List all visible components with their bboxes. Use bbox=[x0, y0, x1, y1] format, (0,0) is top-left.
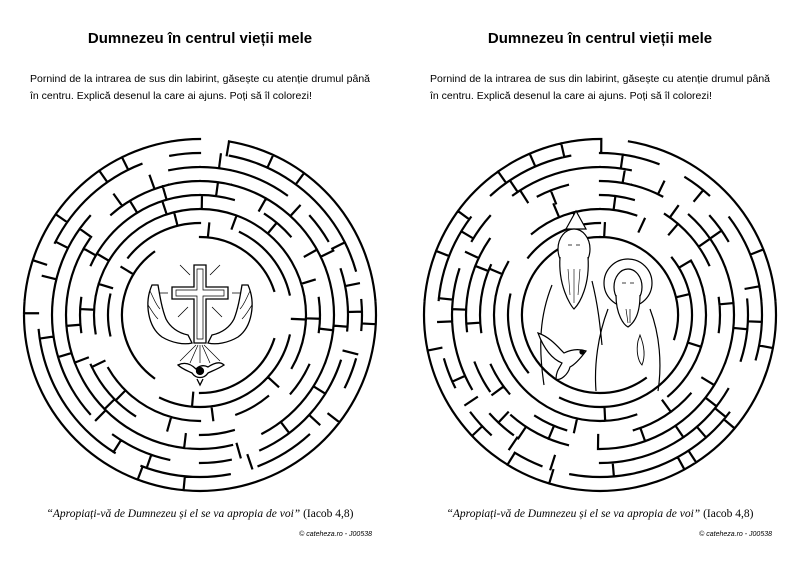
quote-text: “Apropiați-vă de Dumnezeu și el se va apropia de voi” bbox=[46, 508, 301, 520]
page-title: Dumnezeu în centrul vieții mele bbox=[487, 30, 713, 47]
bible-quote bbox=[0, 508, 400, 520]
instructions: Pornind de la intrarea de sus din labirint, găsește cu atenție drumul până în centru. Explică desenul la care ai ajuns. Poți să îl colorezi! bbox=[430, 73, 770, 102]
page-title: Dumnezeu în centrul vieții mele bbox=[87, 30, 313, 47]
quote-reference: (Iacob 4,8) bbox=[303, 508, 354, 520]
maze-wall-path bbox=[424, 139, 776, 491]
quote-reference: (Iacob 4,8) bbox=[703, 508, 754, 520]
cross-hands-dove-illustration bbox=[148, 265, 252, 385]
instructions: Pornind de la intrarea de sus din labirint, găsește cu atenție drumul până în centru. Explică desenul la care ai ajuns. Poți să îl colorezi! bbox=[30, 73, 370, 102]
copyright-credit: © cateheza.ro - J00538 bbox=[299, 531, 372, 538]
bible-quote bbox=[400, 508, 800, 520]
circular-maze bbox=[415, 130, 785, 500]
worksheet-right bbox=[400, 0, 800, 565]
copyright-credit: © cateheza.ro - J00538 bbox=[699, 531, 772, 538]
maze-walls bbox=[424, 139, 776, 491]
quote-text: “Apropiați-vă de Dumnezeu și el se va apropia de voi” bbox=[446, 508, 701, 520]
circular-maze bbox=[15, 130, 385, 500]
